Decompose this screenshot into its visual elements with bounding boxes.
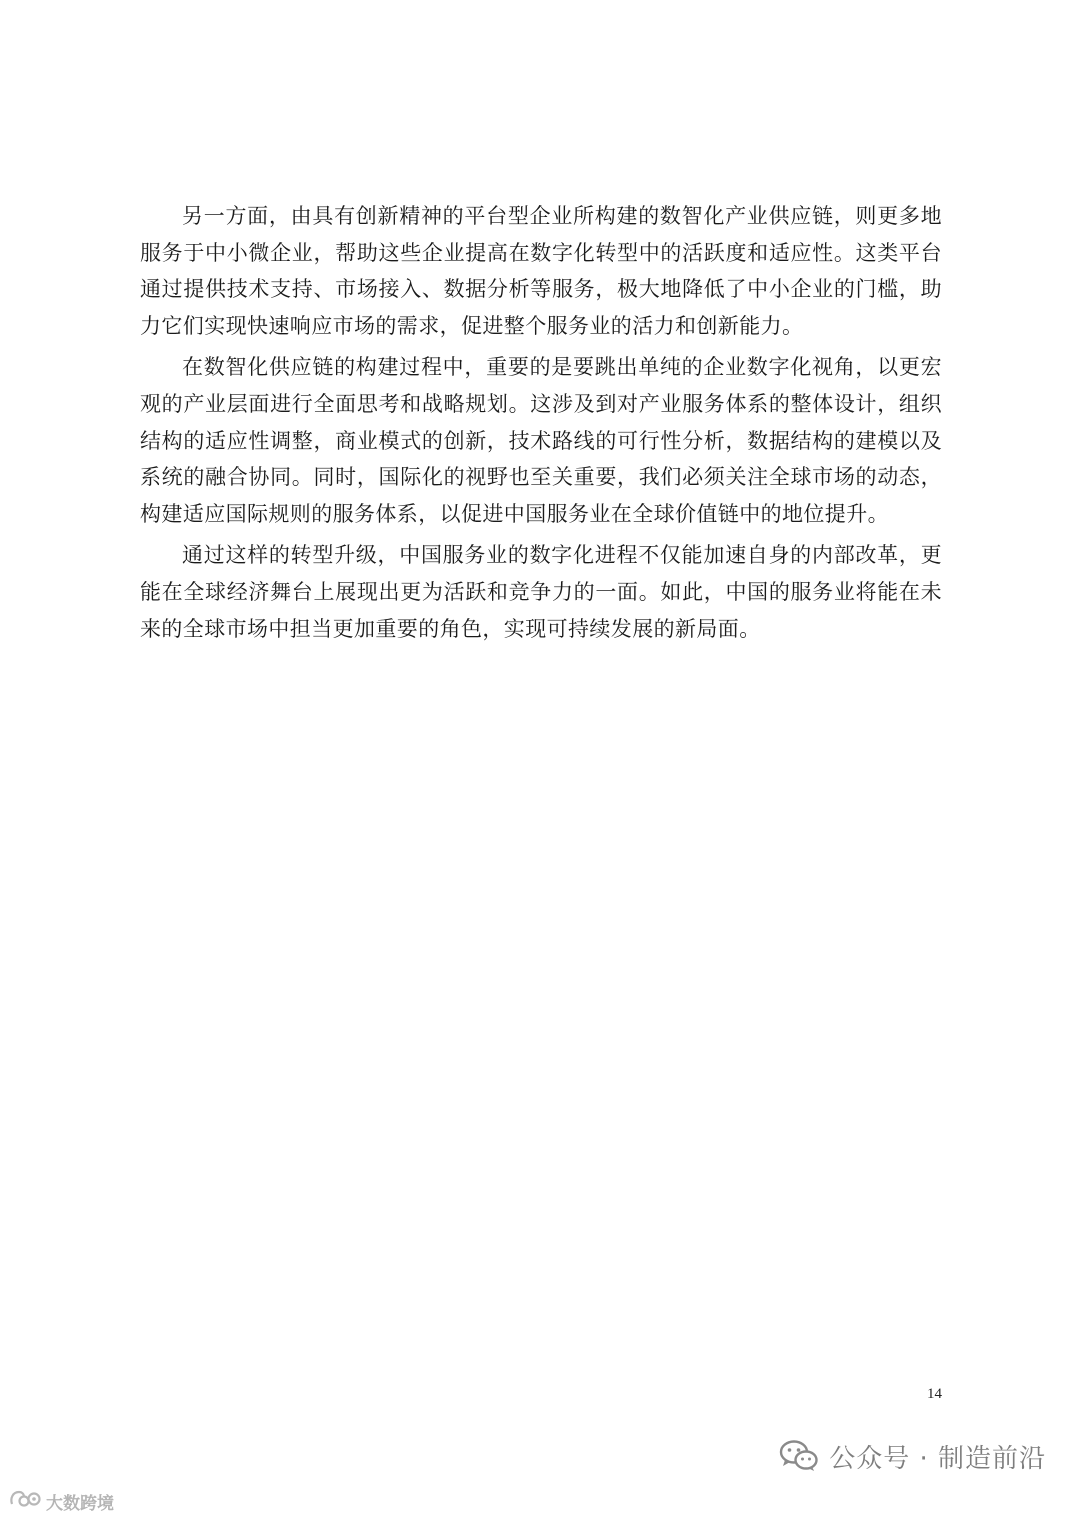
wechat-watermark-text: 公众号 · 制造前沿 xyxy=(829,1443,1046,1474)
body-text xyxy=(140,198,942,652)
wechat-icon xyxy=(779,1439,819,1473)
paragraph-1: 另一方面，由具有创新精神的平台型企业所构建的数智化产业供应链，则更多地服务于中小微企业，帮助这些企业提高在数字化转型中的活跃度和适应性。这类平台通过提供技术支持、市场接入、数据分析等服务，极大地降低了中小企业的门槛，助力它们实现快速响应市场的需求，促进整个服务业的活力和创新能力。 xyxy=(140,204,942,338)
wechat-watermark xyxy=(779,1436,1046,1476)
paragraph-2: 在数智化供应链的构建过程中，重要的是要跳出单纯的企业数字化视角，以更宏观的产业层面进行全面思考和战略规划。这涉及到对产业服务体系的整体设计，组织结构的适应性调整，商业模式的创新，技术路线的可行性分析，数据结构的建模以及系统的融合协同。同时，国际化的视野也至关重要，我们必须关注全球市场的动态，构建适应国际规则的服务体系，以促进中国服务业在全球价值链中的地位提升。 xyxy=(140,355,942,526)
corner-watermark xyxy=(8,1488,114,1515)
corner-watermark-text: 大数跨境 xyxy=(46,1494,114,1514)
logo-icon xyxy=(8,1488,42,1515)
page-number: 14 xyxy=(927,1386,942,1402)
paragraph-3: 通过这样的转型升级，中国服务业的数字化进程不仅能加速自身的内部改革，更能在全球经济舞台上展现出更为活跃和竞争力的一面。如此，中国的服务业将能在未来的全球市场中担当更加重要的角色，实现可持续发展的新局面。 xyxy=(140,543,942,641)
